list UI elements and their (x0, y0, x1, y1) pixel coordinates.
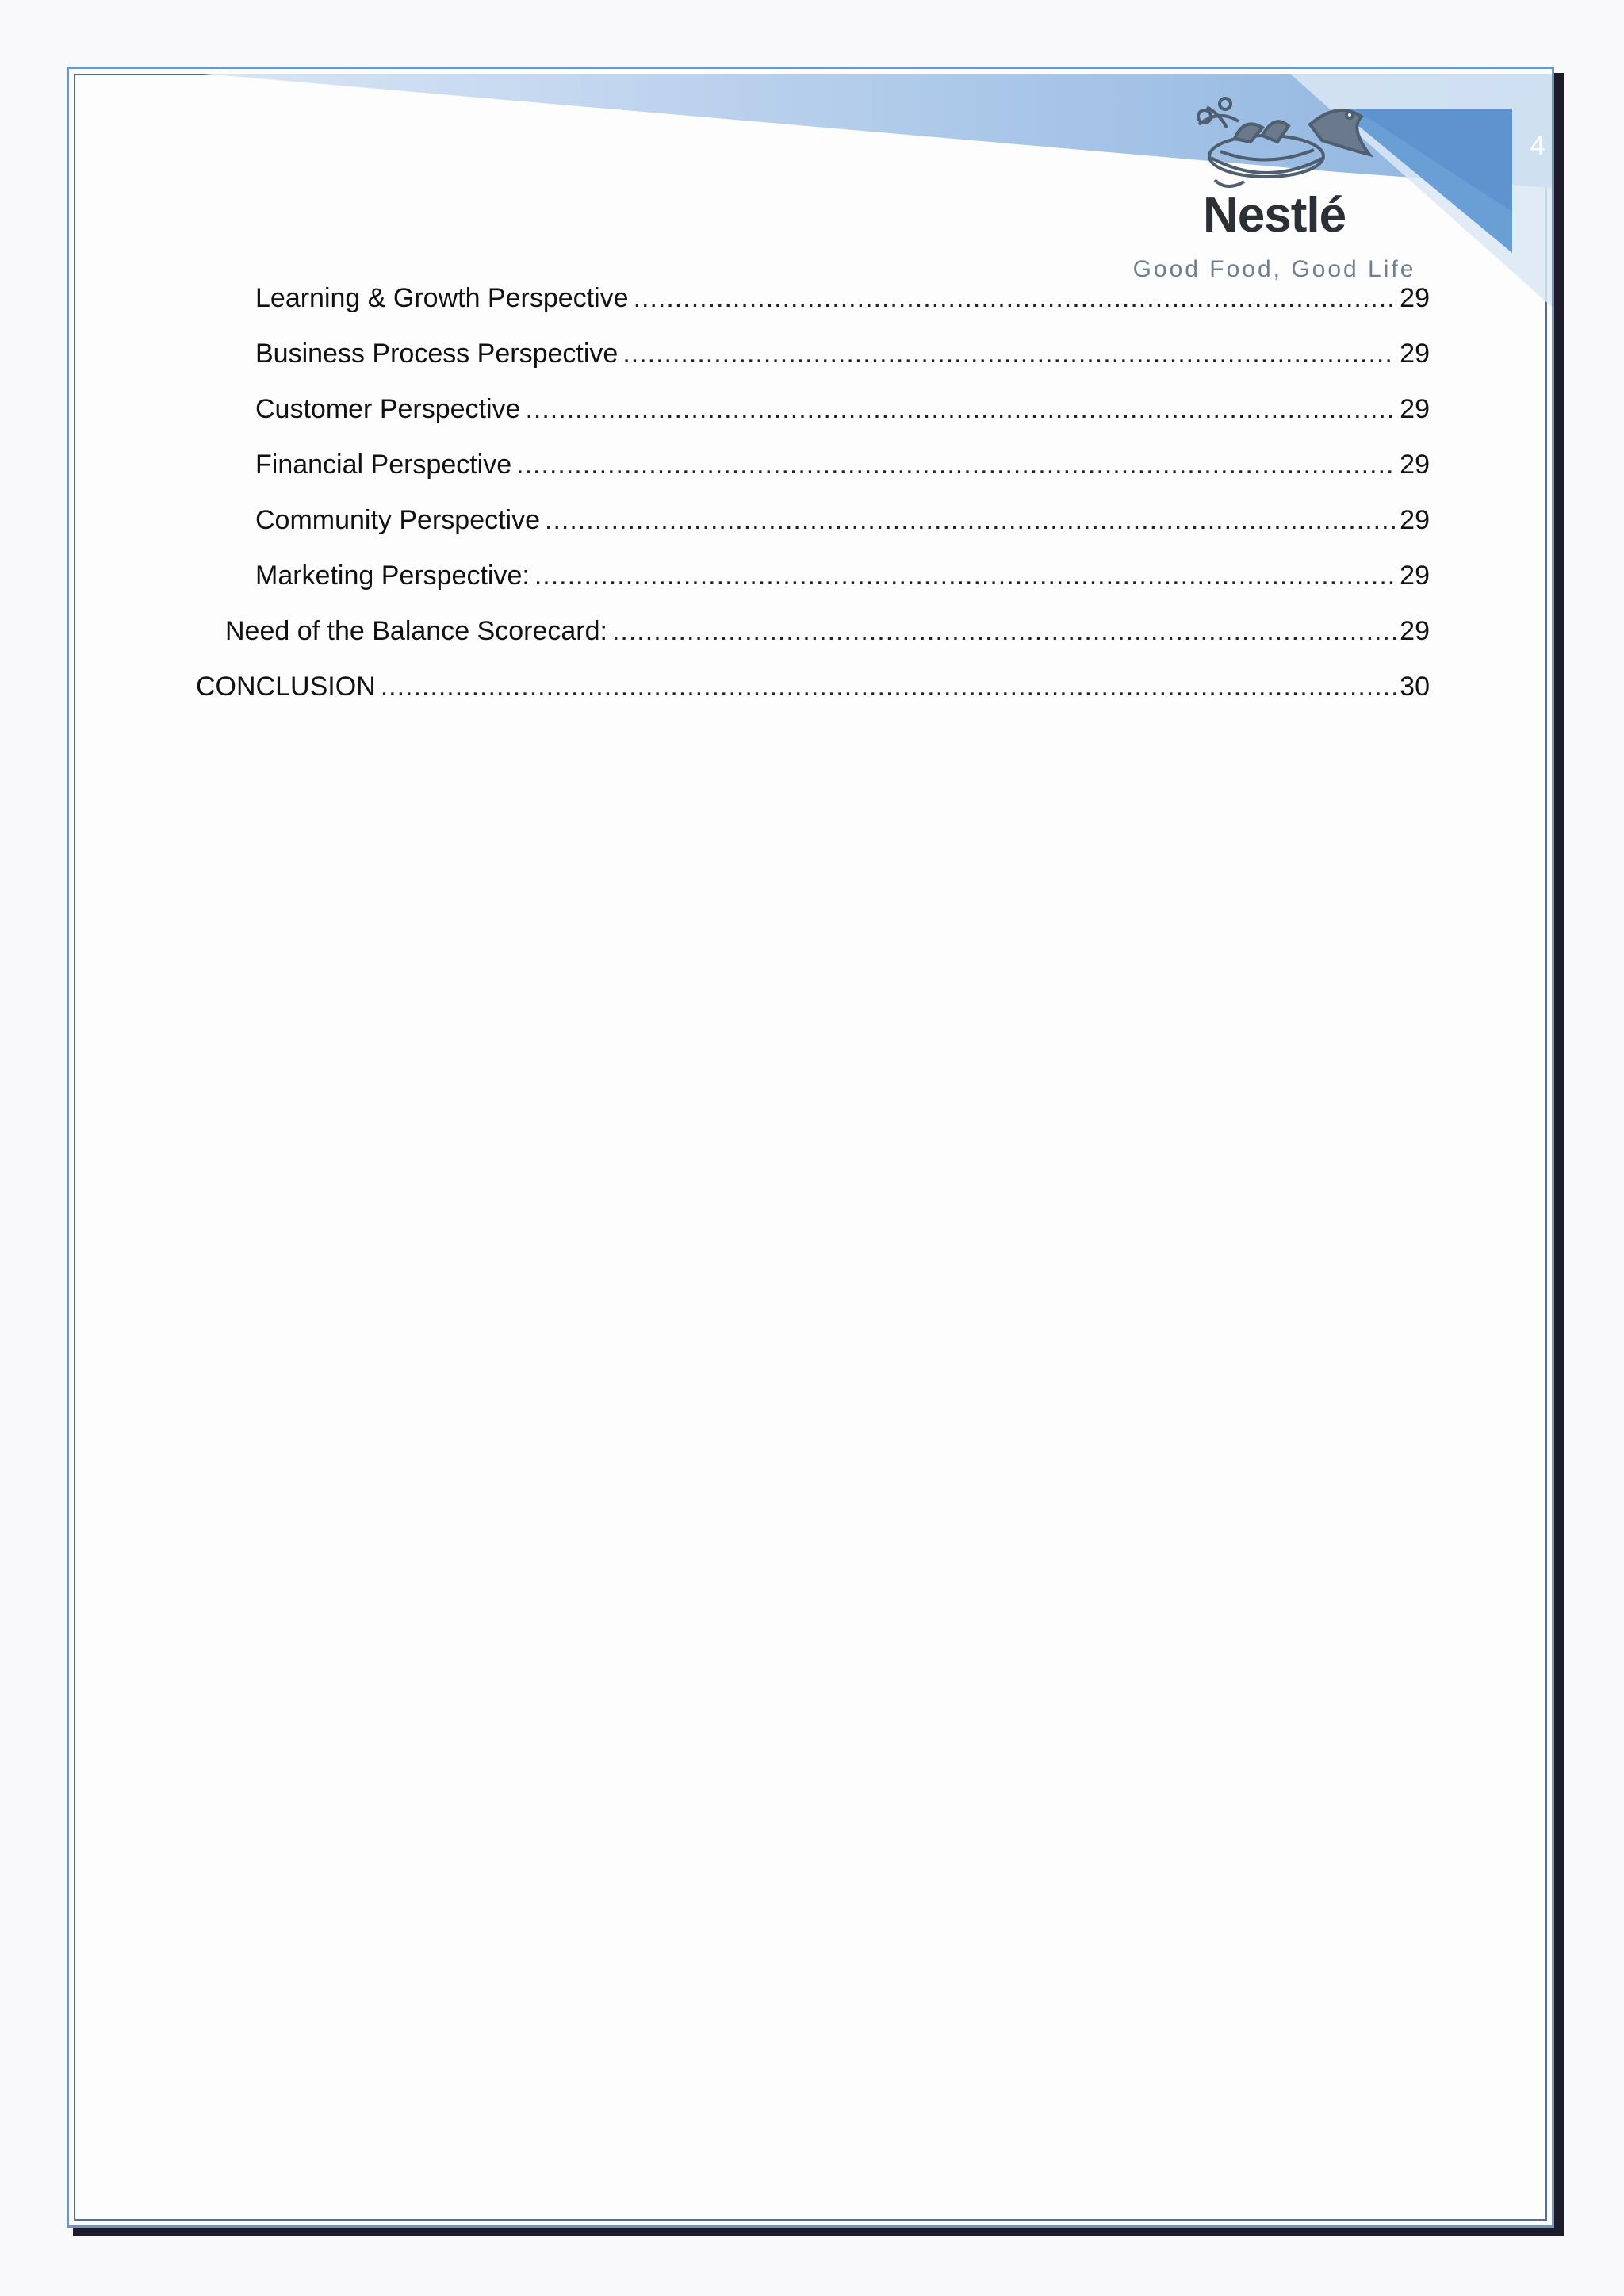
toc-entry[interactable] (255, 339, 1430, 378)
toc-entry[interactable] (255, 505, 1430, 545)
toc-entry-title: Need of the Balance Scorecard: (225, 616, 607, 646)
toc-entry-page: 29 (1400, 283, 1430, 313)
brand-tagline: Good Food, Good Life (1132, 256, 1416, 282)
toc-dot-leader (381, 672, 1396, 702)
toc-entry[interactable] (225, 616, 1430, 656)
toc-entry-title: Customer Perspective (255, 394, 521, 424)
toc-entry-page: 29 (1400, 616, 1430, 646)
toc-entry[interactable] (255, 561, 1430, 600)
toc-entry-title: Business Process Perspective (255, 339, 619, 369)
nestle-logo (1036, 93, 1512, 291)
toc-entry-page: 29 (1400, 561, 1430, 591)
document-page (67, 67, 1554, 2228)
toc-entry-page: 29 (1400, 450, 1430, 480)
toc-dot-leader (516, 450, 1396, 480)
toc-entry[interactable] (255, 394, 1430, 434)
toc-entry-page: 30 (1400, 672, 1430, 702)
toc-entry-title: Learning & Growth Perspective (255, 283, 629, 313)
toc-entry-page: 29 (1400, 505, 1430, 535)
toc-dot-leader (634, 283, 1397, 314)
toc-entry-title: Community Perspective (255, 505, 541, 535)
page-number: 4 (1530, 131, 1545, 161)
nestle-nest-icon (1198, 98, 1369, 186)
toc-entry[interactable] (255, 450, 1430, 489)
toc-entry-title: Financial Perspective (255, 450, 512, 480)
toc-entry-title: Marketing Perspective: (255, 561, 530, 591)
toc-entry[interactable] (196, 672, 1430, 711)
brand-wordmark: Nestlé (1202, 188, 1346, 243)
toc-entry-page: 29 (1400, 394, 1430, 424)
toc-dot-leader (534, 561, 1396, 591)
toc-dot-leader (545, 505, 1396, 536)
toc-entry-title: CONCLUSION (196, 672, 376, 702)
toc-entry[interactable] (255, 283, 1430, 323)
toc-dot-leader (525, 394, 1396, 425)
toc-entry-page: 29 (1400, 339, 1430, 369)
toc-dot-leader (622, 339, 1396, 369)
toc-dot-leader (612, 616, 1396, 647)
